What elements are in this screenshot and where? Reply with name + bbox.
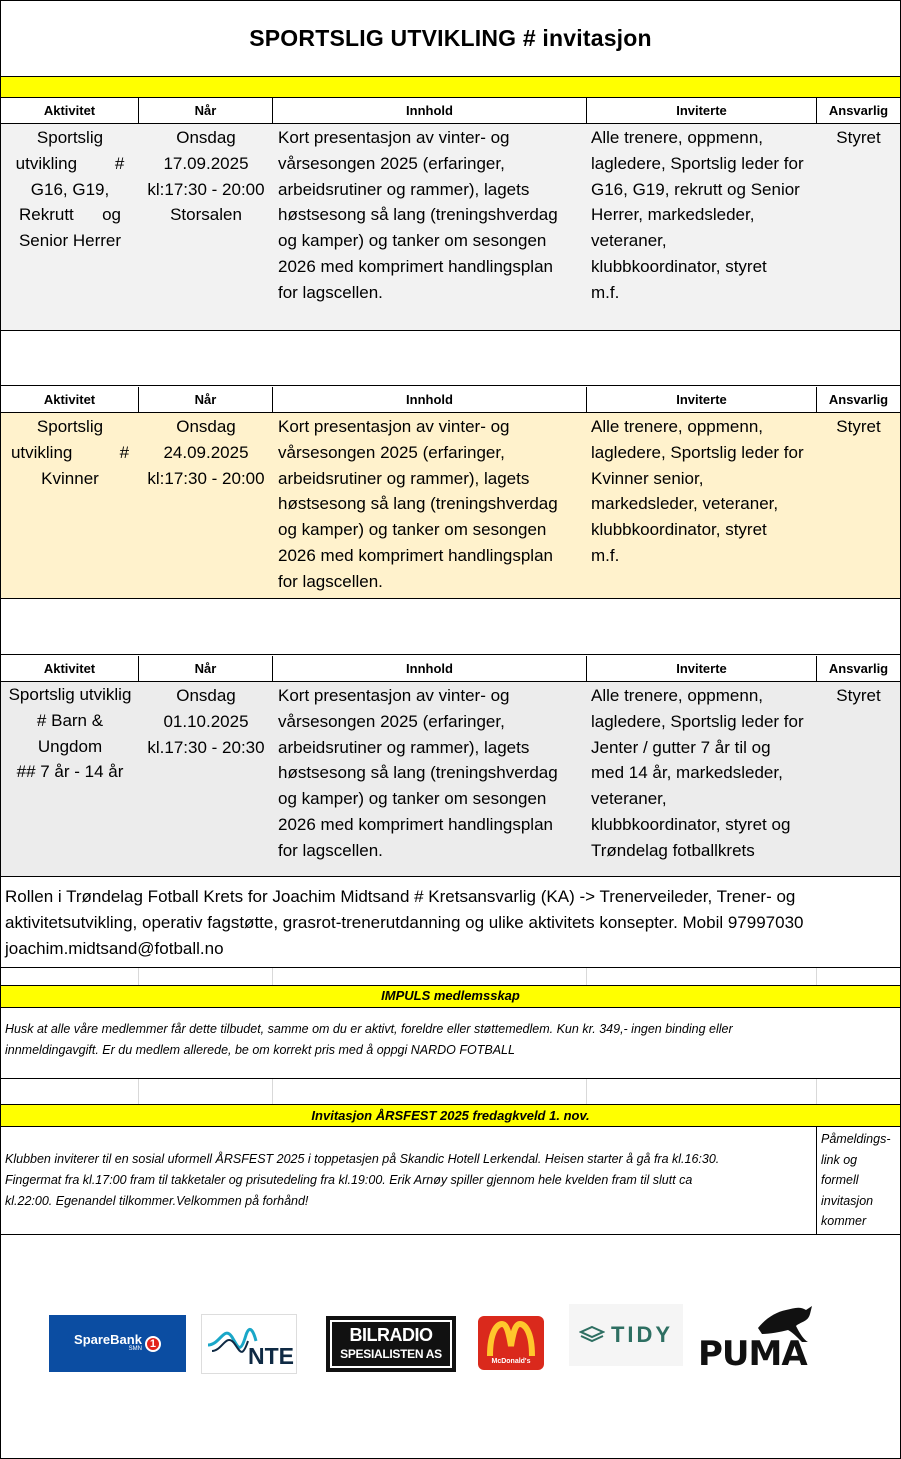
impuls-title: IMPULS medlemsskap <box>1 986 900 1008</box>
table-row <box>1 124 900 331</box>
cell-inviterte: Alle trenere, oppmenn, lagledere, Sportslig leder for Jenter / gutter 7 år til og med 14 år, markedsleder, veteraner, klubbkoordinator, styret og Trøndelag fotballkrets <box>591 686 804 860</box>
sparebank-logo: SpareBank SMN 1 <box>49 1315 186 1372</box>
table-row <box>1 413 900 599</box>
tidy-layers-icon <box>579 1325 605 1345</box>
cell-ansvarlig: Styret <box>836 686 881 705</box>
header-naar: Når <box>139 387 273 412</box>
header-naar: Når <box>139 98 273 123</box>
cell-ansvarlig: Styret <box>817 124 900 330</box>
header-ansvarlig: Ansvarlig <box>828 103 889 118</box>
header-inviterte: Inviterte <box>587 656 817 681</box>
header-ansvarlig: Ansvarlig <box>828 392 889 407</box>
event-block-2 <box>1 387 900 599</box>
cell-innhold: Kort presentasjon av vinter- og vårsesongen 2025 (erfaringer, arbeidsrutiner og rammer), lagets høstsesong så lang (treningshverdag og kamper) og tanker om sesongen 2026 med komprimert handlingsplan for lagscellen. <box>278 417 558 591</box>
empty-grid-row <box>1 1079 900 1104</box>
sponsor-area <box>1 1236 900 1458</box>
table-header-row <box>1 387 900 413</box>
cell-aktivitet: Sportslig utvikling # G16, G19, Rekrutt og Senior Herrer <box>1 124 139 330</box>
cell-naar: Onsdag 17.09.2025 kl:17:30 - 20:00 Storsalen <box>139 124 273 330</box>
tidy-logo: TIDY <box>569 1304 683 1366</box>
spacer-row <box>1 332 900 386</box>
bilradio-logo: BILRADIO SPESIALISTEN AS <box>326 1316 456 1372</box>
table-header-row <box>1 98 900 124</box>
header-inviterte: Inviterte <box>587 387 817 412</box>
arsfest-row <box>1 1127 900 1235</box>
spacer-row <box>1 600 900 655</box>
arsfest-text: Klubben inviterer til en sosial uformell ÅRSFEST 2025 i toppetasjen på Skandic Hotell Lerkendal. Heisen starter å gå fra kl.16:30. Fingermat fra kl.17:00 fram til takketaler og prisutedeling fra kl.19:00. Erik Arnøy spiller gjennom hele kvelden fram til slutt ca kl.22:00. Egenandel tilkommer.Velkommen på forhånd! <box>1 1127 817 1234</box>
arsfest-side-note: Påmeldings- link og formell invitasjon kommer <box>821 1132 891 1228</box>
page-title: SPORTSLIG UTVIKLING # invitasjon <box>249 25 652 51</box>
impuls-text: Husk at alle våre medlemmer får dette tilbudet, samme om du er aktivt, foreldre eller støttemedlem. Kun kr. 349,- ingen binding eller innmeldingavgift. Er du medlem allerede, be om korrekt pris med å oppgi NARDO FOTBALL <box>5 1022 733 1057</box>
contact-email: joachim.midtsand@fotball.no <box>5 938 224 958</box>
header-innhold: Innhold <box>273 387 587 412</box>
cell-ansvarlig: Styret <box>836 417 881 436</box>
arsfest-title: Invitasjon ÅRSFEST 2025 fredagkveld 1. nov. <box>1 1104 900 1127</box>
header-innhold: Innhold <box>273 656 587 681</box>
cell-naar: Onsdag 24.09.2025 kl:17:30 - 20:00 <box>147 417 265 488</box>
header-innhold: Innhold <box>273 98 587 123</box>
header-aktivitet: Aktivitet <box>1 656 139 681</box>
cell-innhold: Kort presentasjon av vinter- og vårsesongen 2025 (erfaringer, arbeidsrutiner og rammer), lagets høstsesong så lang (treningshverdag og kamper) og tanker om sesongen 2026 med komprimert handlingsplan for lagscellen. <box>273 124 587 330</box>
cell-inviterte: Alle trenere, oppmenn, lagledere, Sportslig leder for Kvinner senior, markedsleder, veteraner, klubbkoordinator, styret m.f. <box>591 417 804 565</box>
table-row <box>1 682 900 877</box>
header-ansvarlig: Ansvarlig <box>828 661 889 676</box>
cell-aktivitet: Sportslig utviklig # Barn & Ungdom ## 7 år - 14 år <box>8 685 132 782</box>
cell-aktivitet: Sportslig utvikling # Kvinner <box>10 417 130 488</box>
table-header-row <box>1 656 900 682</box>
header-aktivitet: Aktivitet <box>1 387 139 412</box>
cell-innhold: Kort presentasjon av vinter- og vårsesongen 2025 (erfaringer, arbeidsrutiner og rammer), lagets høstsesong så lang (treningshverdag og kamper) og tanker om sesongen 2026 med komprimert handlingsplan for lagscellen. <box>278 686 558 860</box>
yellow-separator-top <box>1 76 900 98</box>
puma-logo: PUMA <box>696 1304 816 1374</box>
nte-logo: NTE <box>201 1314 297 1374</box>
event-block-3 <box>1 656 900 877</box>
header-aktivitet: Aktivitet <box>1 98 139 123</box>
event-block-1 <box>1 98 900 331</box>
contact-info: Rollen i Trøndelag Fotball Krets for Joachim Midtsand # Kretsansvarlig (KA) -> Trenerveileder, Trener- og aktivitetsutvikling, operativ fagstøtte, grasrot-trenerutdanning og ulike aktivitets konsepter. Mobil 97997030 joachim.midtsand@fotball.no <box>1 878 900 968</box>
mcdonalds-logo: McDonald's <box>478 1316 544 1370</box>
cell-inviterte: Alle trenere, oppmenn, lagledere, Sportslig leder for G16, G19, rekrutt og Senior Herrer, markedsleder, veteraner, klubbkoordinator, styret m.f. <box>587 124 817 330</box>
header-inviterte: Inviterte <box>587 98 817 123</box>
cell-naar: Onsdag 01.10.2025 kl.17:30 - 20:30 <box>147 686 265 757</box>
empty-grid-row <box>1 968 900 986</box>
header-naar: Når <box>139 656 273 681</box>
